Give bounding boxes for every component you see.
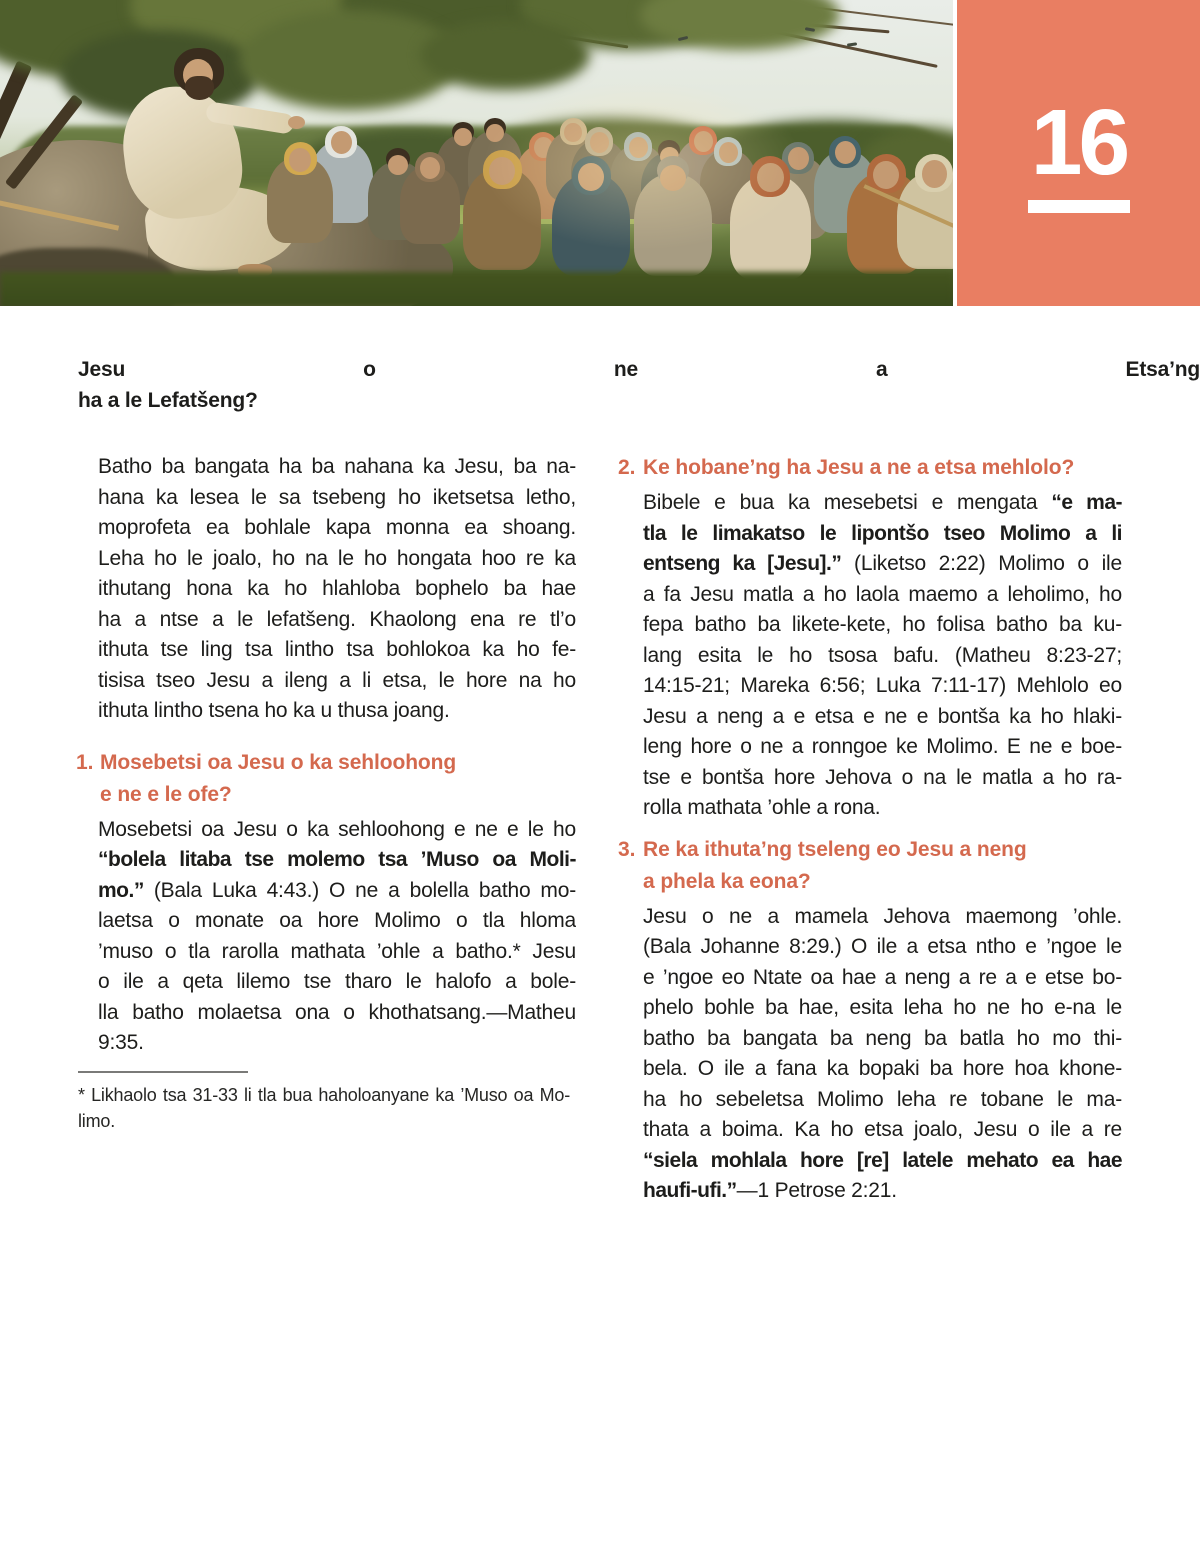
text-line: Jesu a neng a e etsa e ne e bontša ka ho hlaki- bbox=[643, 704, 1122, 728]
footnote-rule bbox=[78, 1071, 248, 1073]
text-line: Leha ho le joalo, ho na le ho hongata hoo re ka bbox=[98, 546, 576, 570]
text-line: a fa Jesu matla a ho laola maemo a leholimo, ho bbox=[643, 582, 1122, 606]
text-line: lla batho molaetsa ona o khothatsang.—Matheu bbox=[98, 1000, 576, 1024]
text-line: (Bala Johanne 8:29.) O ile a etsa ntho e ’ngoe le bbox=[643, 935, 1122, 958]
text-line: a phela ka eona? bbox=[643, 869, 811, 893]
text-line: ithutang hona ka ho hlahloba bophelo ba hae bbox=[98, 577, 576, 600]
text-line: Ke hobane’ng ha Jesu a ne a etsa mehlolo? bbox=[643, 456, 1075, 479]
text-line: entseng ka [Jesu].” (Liketso 2:22) Molimo o ile bbox=[643, 552, 1122, 575]
text-line: Jesu o ne a Etsa’ng bbox=[78, 358, 1200, 381]
text-columns bbox=[76, 452, 1124, 1207]
text-line: Bibele e bua ka mesebetsi e mengata “e ma- bbox=[643, 491, 1122, 514]
photo-birds bbox=[0, 0, 953, 306]
text-line: ha ho sebeletsa Molimo leha re tobane le ma- bbox=[643, 1087, 1122, 1111]
text-line: limo. bbox=[78, 1110, 116, 1131]
question-1-heading bbox=[76, 747, 576, 811]
text-line: “bolela litaba tse molemo tsa ’Muso oa Moli- bbox=[98, 848, 576, 871]
text-line: e ne e le ofe? bbox=[100, 782, 232, 806]
text-line: rolla mathata ’ohle a rona. bbox=[643, 796, 881, 819]
text-line: lang esita le ho tsosa bafu. (Matheu 8:23-27; bbox=[643, 643, 1122, 667]
question-heading-text bbox=[643, 452, 1122, 484]
question-number: 3. bbox=[618, 837, 636, 861]
text-line: Jesu o ne a mamela Jehova maemong ’ohle. bbox=[643, 904, 1122, 928]
text-line: Re ka ithuta’ng tseleng eo Jesu a neng bbox=[643, 837, 1027, 861]
question-3-paragraph bbox=[643, 902, 1122, 1207]
question-2-heading bbox=[618, 452, 1122, 484]
photo-sun-glow bbox=[483, 80, 803, 250]
footnote-text bbox=[78, 1082, 570, 1134]
text-line: haufi-ufi.”—1 Petrose 2:21. bbox=[643, 1179, 897, 1202]
text-line: mo.” (Bala Luka 4:43.) O ne a bolella batho mo- bbox=[98, 878, 576, 902]
text-line: Mosebetsi oa Jesu o ka sehloohong bbox=[100, 750, 457, 774]
question-3-heading bbox=[618, 834, 1122, 898]
left-column bbox=[76, 452, 576, 1207]
text-line: moprofeta ea bohlale kapa monna ea shoang. bbox=[98, 516, 576, 539]
text-line: tla le limakatso le lipontšo tseo Molimo a li bbox=[643, 521, 1122, 545]
header-photo-jesus-teaching-crowd bbox=[0, 0, 953, 306]
text-line: laetsa o monate oa hore Molimo o tla hloma bbox=[98, 909, 576, 932]
text-line: bela. O ile a fana ka bopaki ba hore hoa khone- bbox=[643, 1057, 1122, 1080]
chapter-number: 16 bbox=[1030, 90, 1127, 194]
footnote bbox=[78, 1071, 570, 1134]
question-heading-text bbox=[643, 834, 1122, 898]
question-heading-text bbox=[100, 747, 576, 811]
question-1-paragraph bbox=[98, 815, 576, 1059]
text-line: leng hore o ne a ronngoe ke Molimo. E ne e boe- bbox=[643, 735, 1122, 758]
text-line: ha a ntse a le lefatšeng. Khaolong ena re tl’o bbox=[98, 607, 576, 631]
text-line: Batho ba bangata ha ba nahana ka Jesu, ba na- bbox=[98, 455, 576, 478]
text-line: ithuta tse ling tsa lintho tsa bohlokoa ka ho fe- bbox=[98, 638, 576, 661]
text-line: o ile a qeta lilemo tse tharo le halofo a bole- bbox=[98, 970, 576, 993]
bird bbox=[678, 36, 688, 41]
text-line: thata a boima. Ka ho etsa joalo, Jesu o ile a re bbox=[643, 1118, 1122, 1141]
page-header bbox=[0, 0, 1200, 306]
bird bbox=[847, 42, 857, 46]
text-line: “siela mohlala hore [re] latele mehato ea hae bbox=[643, 1148, 1122, 1172]
bird bbox=[805, 27, 815, 31]
text-line: ’muso o tla rarolla mathata ’ohle a batho.* Jesu bbox=[98, 939, 576, 963]
right-column bbox=[618, 452, 1122, 1207]
text-line: Mosebetsi oa Jesu o ka sehloohong e ne e le ho bbox=[98, 817, 576, 841]
question-number: 2. bbox=[618, 456, 636, 479]
text-line: e ’ngoe eo Ntate oa hae a neng a re a e etse bo- bbox=[643, 965, 1122, 989]
text-line: tse e bontša hore Jehova o na le matla a ho ra- bbox=[643, 765, 1122, 789]
text-line: tisisa tseo Jesu a ileng a li etsa, le hore na ho bbox=[98, 668, 576, 692]
chapter-number-badge bbox=[957, 0, 1200, 306]
chapter-number-underline bbox=[1028, 200, 1130, 213]
text-line: ithuta lintho tsena ho ka u thusa joang. bbox=[98, 699, 450, 722]
text-line: 14:15-21; Mareka 6:56; Luka 7:11-17) Mehlolo eo bbox=[643, 674, 1122, 697]
text-line: phelo bohle ba hae, esita leha ho ne ho e-na le bbox=[643, 996, 1122, 1019]
text-line: hana ka lesea le sa tsebeng ho iketsetsa letho, bbox=[98, 485, 576, 509]
page-title bbox=[78, 355, 1200, 416]
text-line: ha a le Lefatšeng? bbox=[78, 388, 258, 412]
question-2-paragraph bbox=[643, 488, 1122, 824]
question-number: 1. bbox=[76, 750, 94, 774]
text-line: * Likhaolo tsa 31-33 li tla bua haholoanyane ka ’Muso oa Mo- bbox=[78, 1084, 570, 1105]
text-line: fepa batho ba likete-kete, ho folisa batho ba ku- bbox=[643, 613, 1122, 636]
text-line: 9:35. bbox=[98, 1031, 144, 1054]
intro-paragraph bbox=[98, 452, 576, 727]
text-line: batho ba bangata ba neng ba batla ho mo thi- bbox=[643, 1026, 1122, 1050]
